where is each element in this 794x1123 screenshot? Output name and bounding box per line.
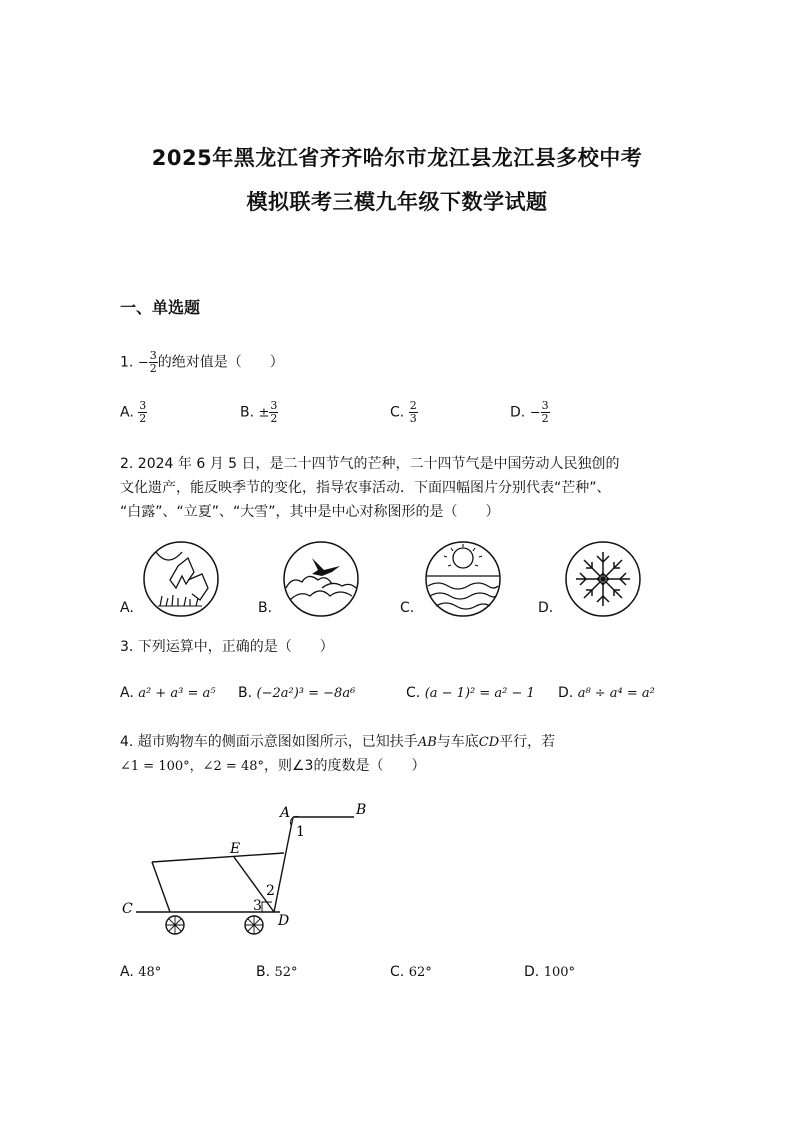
basket-left-line	[152, 862, 170, 912]
q3-option-b[interactable]: B. (−2a²)³ = −8a⁶	[238, 685, 356, 701]
q2-option-a[interactable]: A.	[120, 600, 134, 616]
q2-option-c[interactable]: C.	[400, 600, 415, 616]
q4-option-a[interactable]: A. 48°	[120, 964, 162, 980]
q2-line-1: 2. 2024 年 6 月 5 日，是二十四节气的芒种，二十四节气是中国劳动人民独创的	[120, 456, 620, 472]
q4-line-1: 4. 超市购物车的侧面示意图如图所示，已知扶手AB与车底CD平行，若	[120, 734, 556, 750]
angle-label-2: 2	[266, 883, 275, 899]
q3-option-a[interactable]: A. a² + a³ = a⁵	[120, 685, 216, 701]
mangzhong-emblem-image	[142, 540, 220, 618]
question-1	[120, 350, 284, 375]
q4-line-2: ∠1 = 100°，∠2 = 48°，则∠3的度数是（ ）	[120, 758, 426, 774]
shopping-cart-figure	[110, 795, 380, 945]
q1-option-b[interactable]: B. ± $\frac{3}{2}$	[240, 399, 278, 425]
basket-top-line	[152, 853, 284, 862]
label-e: E	[230, 841, 241, 857]
label-c: C	[122, 901, 133, 917]
bailu-emblem-image	[282, 540, 360, 618]
q4-option-d[interactable]: D. 100°	[524, 964, 576, 980]
angle-label-1: 1	[296, 824, 305, 840]
q1-option-c[interactable]: C. $\frac{2}{3}$	[390, 399, 417, 425]
label-b: B	[356, 802, 367, 818]
line-ad	[274, 817, 293, 912]
q3-option-c[interactable]: C. (a − 1)² = a² − 1	[406, 685, 535, 701]
q2-line-3: “白露”、“立夏”、“大雪”，其中是中心对称图形的是（ ）	[120, 504, 500, 520]
q2-option-b[interactable]: B.	[258, 600, 273, 616]
q4-option-b[interactable]: B. 52°	[256, 964, 298, 980]
q1-sign: −	[137, 355, 149, 371]
q1-fraction: $\frac{3}{2}$	[149, 349, 157, 375]
page-title-line1: 2025年黑龙江省齐齐哈尔市龙江县龙江县多校中考	[151, 146, 643, 170]
q2-line-2: 文化遗产，能反映季节的变化，指导农事活动．下面四幅图片分别代表“芒种”、	[120, 480, 611, 496]
q1-option-d[interactable]: D. − $\frac{3}{2}$	[510, 399, 549, 425]
page-title-line2: 模拟联考三模九年级下数学试题	[246, 190, 548, 214]
q1-option-a[interactable]: A. $\frac{3}{2}$	[120, 399, 147, 425]
lixia-emblem-image	[424, 540, 502, 618]
label-d: D	[278, 913, 290, 929]
angle-label-3: 3	[253, 898, 262, 914]
label-a: A	[280, 805, 291, 821]
q3-stem: 3. 下列运算中，正确的是（ ）	[120, 639, 334, 655]
daxue-emblem-image	[564, 540, 642, 618]
section-heading: 一、单选题	[120, 298, 201, 317]
q1-stem-text: 的绝对值是（ ）	[157, 354, 284, 371]
q3-option-d[interactable]: D. a⁸ ÷ a⁴ = a²	[558, 685, 655, 701]
q2-option-d[interactable]: D.	[538, 600, 554, 616]
question-number: 1.	[120, 354, 134, 371]
q4-option-c[interactable]: C. 62°	[390, 964, 432, 980]
